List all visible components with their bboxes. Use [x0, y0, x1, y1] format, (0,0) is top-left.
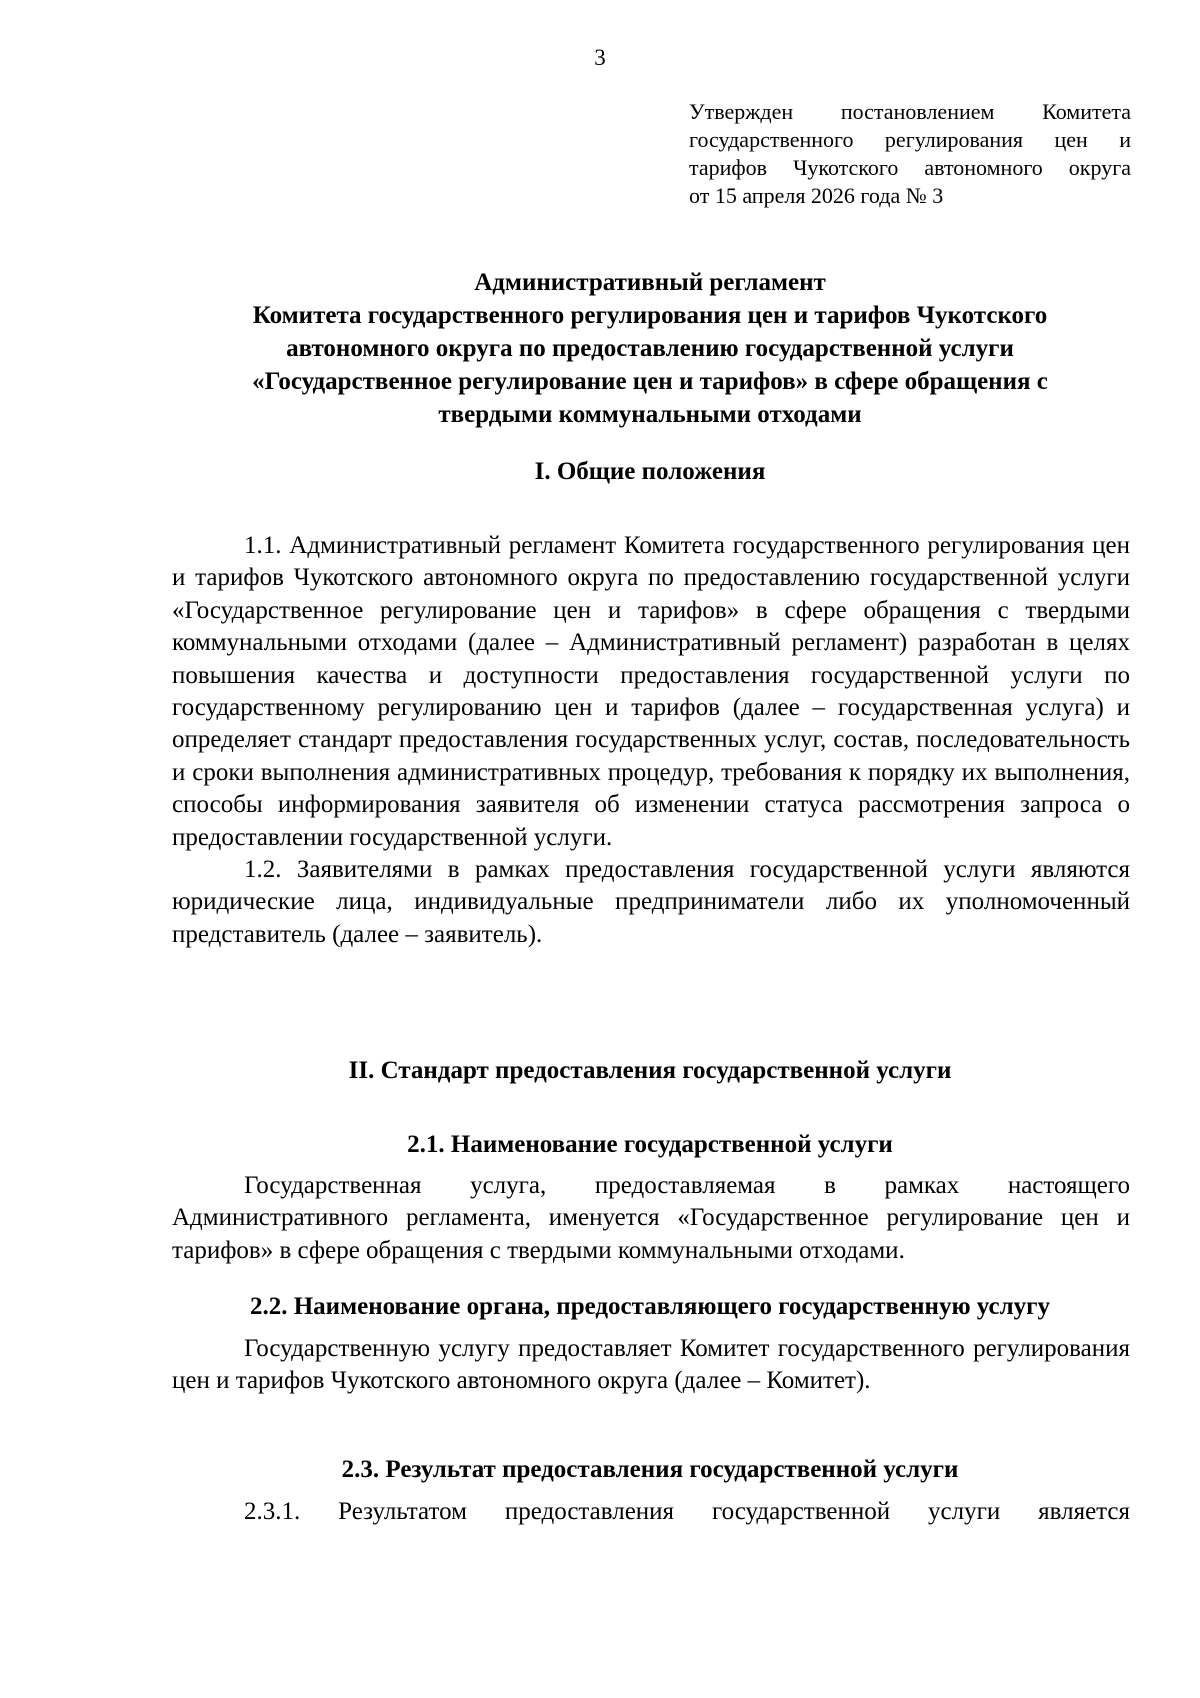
title-line-1: Административный регламент	[474, 269, 826, 296]
document-title	[170, 266, 1130, 431]
approval-line-1: Утвержден постановлением Комитета	[689, 99, 1131, 124]
subsection-2-3-body	[172, 1496, 1130, 1528]
subsection-2-2-heading: 2.2. Наименование органа, предоставляющего государственную услугу	[249, 1293, 1051, 1320]
section-1-heading: I. Общие положения	[534, 458, 766, 485]
paragraph-2-2: Государственную услугу предоставляет Комитет государственного регулирования цен и тарифов Чукотского автономного округа (далее – Комитет).	[172, 1335, 1130, 1395]
subsection-2-3-heading: 2.3. Результат предоставления государственной услуги	[341, 1456, 959, 1483]
approval-line-2: государственного регулирования цен и	[689, 127, 1131, 152]
title-line-5: твердыми коммунальными отходами	[438, 401, 862, 428]
title-line-4: «Государственное регулирование цен и тарифов» в сфере обращения с	[252, 368, 1048, 395]
approval-stamp-text	[689, 98, 1131, 210]
subsection-2-1-heading: 2.1. Наименование государственной услуги	[407, 1131, 893, 1158]
approval-line-3: тарифов Чукотского автономного округа	[689, 155, 1131, 180]
paragraph-2-3-1: 2.3.1. Результатом предоставления государственной услуги является	[244, 1498, 1130, 1525]
title-line-3: автономного округа по предоставлению государственной услуги	[286, 335, 1014, 362]
subsection-2-2-body	[172, 1333, 1130, 1398]
paragraph-1-1: 1.1. Административный регламент Комитета государственного регулирования цен и тарифов Чукотского автономного округа по предоставлению государственной услуги «Государственное регулирование цен и тарифов» в сфере обращения с твердыми коммунальными отходами (далее – Административный регламент) разработан в целях повышения качества и доступности предоставления государственной услуги по государственному регулированию цен и тарифов (далее – государственная услуга) и определяет стандарт предоставления государственных услуг, состав, последовательность и сроки выполнения административных процедур, требования к порядку их выполнения, способы информирования заявителя об изменении статуса рассмотрения запроса о предоставлении государственной услуги.	[172, 532, 1130, 851]
section-1-body	[172, 530, 1130, 951]
subsection-2-1-body	[172, 1170, 1130, 1267]
paragraph-2-1: Государственная услуга, предоставляемая в рамках настоящего Административного регламента, именуется «Государственное регулирование цен и тарифов» в сфере обращения с твердыми коммунальными отходами.	[172, 1172, 1130, 1264]
section-2-heading: II. Стандарт предоставления государственной услуги	[348, 1057, 952, 1084]
title-line-2: Комитета государственного регулирования цен и тарифов Чукотского	[252, 302, 1048, 329]
paragraph-1-2: 1.2. Заявителями в рамках предоставления государственной услуги являются юридические лица, индивидуальные предприниматели либо их уполномоченный представитель (далее – заявитель).	[172, 856, 1130, 948]
approval-line-4: от 15 апреля 2026 года № 3	[689, 183, 944, 208]
page-number: 3	[594, 45, 606, 70]
